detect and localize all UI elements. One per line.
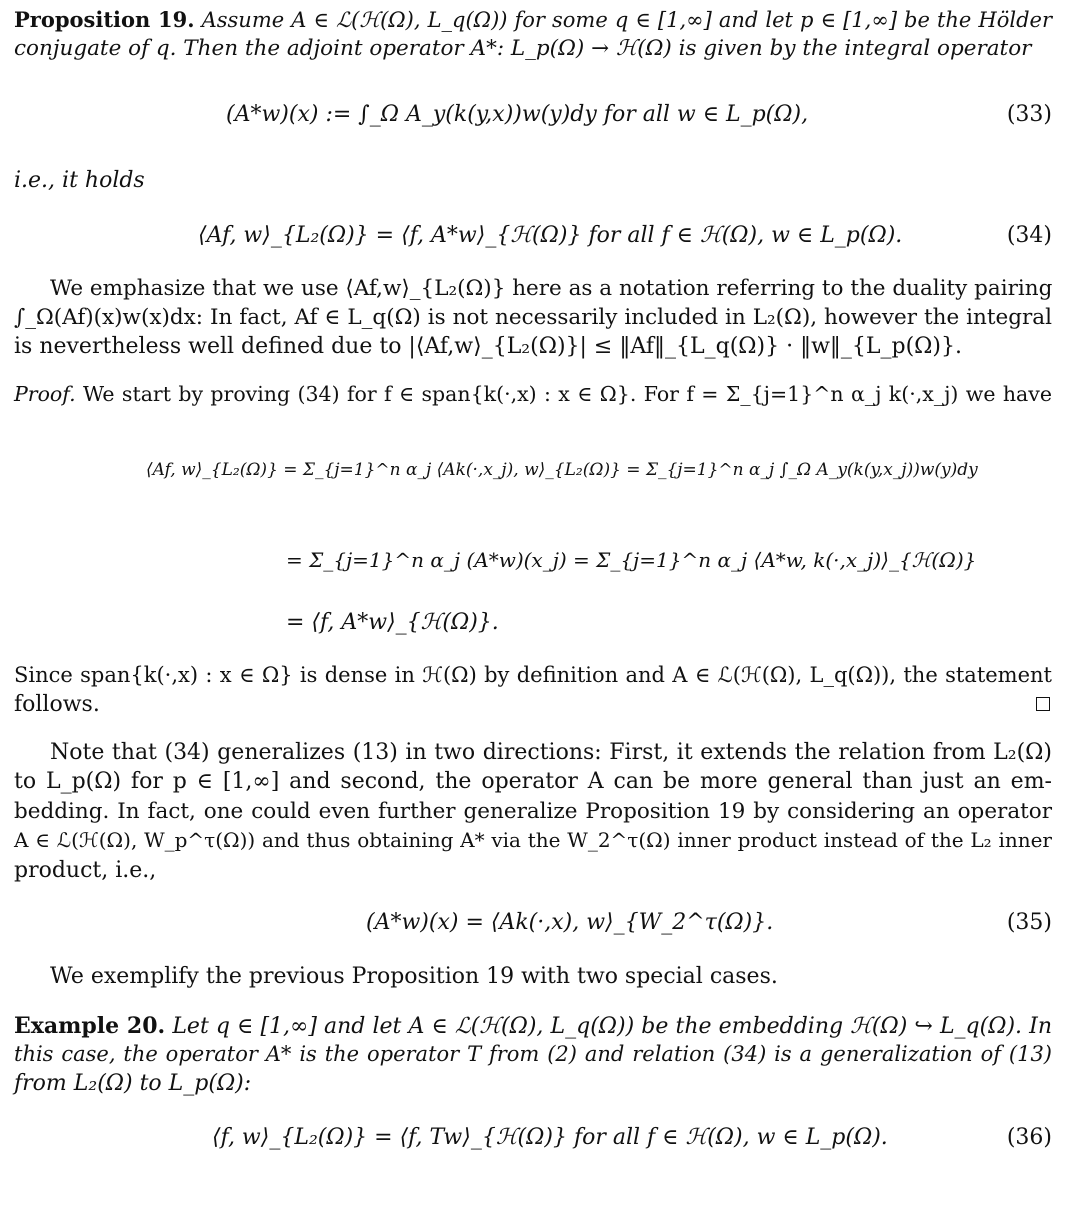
note-line-5: product, i.e., — [14, 858, 157, 883]
example-heading: Example 20. — [14, 1013, 166, 1039]
emphasis-line-3: is nevertheless well defined due to |⟨Af,w⟩_{L₂(Ω)}| ≤ ‖Af‖_{L_q(Ω)} · ‖w‖_{L_p(Ω)}. — [14, 334, 962, 359]
proof-text-1: We start by proving (34) for f ∈ span{k(·,x) : x ∈ Ω}. For f = Σ_{j=1}^n α_j k(·,x_j) we have — [83, 382, 1052, 406]
equation-36: ⟨f, w⟩_{L₂(Ω)} = ⟨f, Tw⟩_{ℋ(Ω)} for all f ∈ ℋ(Ω), w ∈ L_p(Ω). — [212, 1125, 888, 1150]
equation-number-34: (34) — [1006, 223, 1052, 248]
proposition-line-2: conjugate of q. Then the adjoint operator A*: L_p(Ω) → ℋ(Ω) is given by the integral operator — [14, 36, 1032, 61]
note-line-1: Note that (34) generalizes (13) in two directions: First, it extends the relation from L₂(Ω) — [50, 740, 1052, 765]
equation-34: ⟨Af, w⟩_{L₂(Ω)} = ⟨f, A*w⟩_{ℋ(Ω)} for all f ∈ ℋ(Ω), w ∈ L_p(Ω). — [198, 223, 903, 248]
emphasis-line-1: We emphasize that we use ⟨Af,w⟩_{L₂(Ω)} here as a notation referring to the duality pairing — [50, 276, 1053, 301]
align-row-1: ⟨Af, w⟩_{L₂(Ω)} = Σ_{j=1}^n α_j ⟨Ak(·,x_j), w⟩_{L₂(Ω)} = Σ_{j=1}^n α_j ∫_Ω A_y(k(y,x_j))w(y)dy — [146, 460, 978, 480]
equation-number-36: (36) — [1006, 1125, 1052, 1150]
proposition-text-1: Assume A ∈ ℒ(ℋ(Ω), L_q(Ω)) for some q ∈ [1,∞] and let p ∈ [1,∞] be the Hölder — [201, 8, 1052, 32]
equation-33: (A*w)(x) := ∫_Ω A_y(k(y,x))w(y)dy for all w ∈ L_p(Ω), — [226, 102, 809, 127]
qed-box-icon — [1036, 697, 1050, 711]
proposition-heading: Proposition 19. — [14, 7, 195, 32]
equation-number-33: (33) — [1006, 102, 1052, 127]
equation-35: (A*w)(x) = ⟨Ak(·,x), w⟩_{W_2^τ(Ω)}. — [366, 910, 774, 935]
note-line-3: bedding. In fact, one could even further generalize Proposition 19 by considering an operator — [14, 799, 1052, 824]
proof-line-1 — [14, 384, 1052, 405]
align-row-2: = Σ_{j=1}^n α_j (A*w)(x_j) = Σ_{j=1}^n α_j ⟨A*w, k(·,x_j)⟩_{ℋ(Ω)} — [286, 548, 977, 572]
since-line-1: Since span{k(·,x) : x ∈ Ω} is dense in ℋ(Ω) by definition and A ∈ ℒ(ℋ(Ω), L_q(Ω)), the statement — [14, 663, 1052, 687]
ie-text: i.e., it holds — [14, 168, 145, 193]
emphasis-line-2: ∫_Ω(Af)(x)w(x)dx: In fact, Af ∈ L_q(Ω) is not necessarily included in L₂(Ω), however the integral — [14, 305, 1052, 330]
exemplify-text: We exemplify the previous Proposition 19 with two special cases. — [50, 964, 778, 989]
note-line-2: to L_p(Ω) for p ∈ [1,∞] and second, the operator A can be more general than just an em- — [14, 769, 1052, 794]
align-row-3: = ⟨f, A*w⟩_{ℋ(Ω)}. — [286, 610, 499, 635]
since-line-2: follows. — [14, 692, 100, 717]
example-text-1: Let q ∈ [1,∞] and let A ∈ ℒ(ℋ(Ω), L_q(Ω)) be the embedding ℋ(Ω) ↪ L_q(Ω). In — [172, 1014, 1052, 1039]
example-line-1 — [14, 1015, 1052, 1038]
example-line-3: from L₂(Ω) to L_p(Ω): — [14, 1071, 252, 1096]
proposition-line-1 — [14, 9, 1052, 31]
proof-label: Proof. — [14, 382, 76, 406]
equation-number-35: (35) — [1006, 910, 1052, 935]
example-line-2: this case, the operator A* is the operator T from (2) and relation (34) is a generalization of (13) — [14, 1042, 1052, 1066]
note-line-4: A ∈ ℒ(ℋ(Ω), W_p^τ(Ω)) and thus obtaining A* via the W_2^τ(Ω) inner product instead of the L₂ inner — [14, 828, 1052, 852]
